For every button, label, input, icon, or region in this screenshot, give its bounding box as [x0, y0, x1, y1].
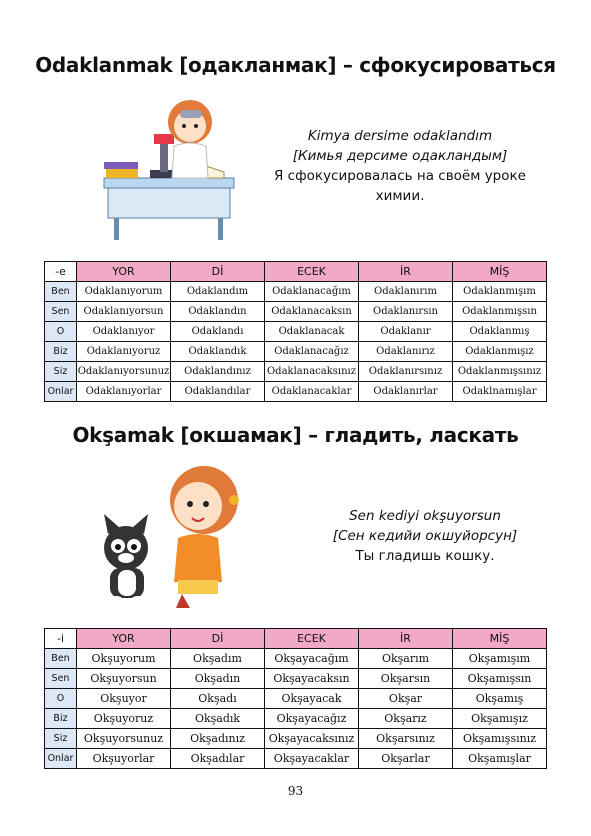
conjugation-cell: Okşadım [171, 649, 265, 669]
example-turkish: Sen kediyi okşuyorsun [349, 508, 501, 524]
conjugation-cell: Okşuyoruz [77, 709, 171, 729]
conjugation-cell: Odaklanıyorsun [77, 302, 171, 322]
conjugation-cell: Okşuyorlar [77, 749, 171, 769]
conjugation-cell: Odaklanıyorum [77, 282, 171, 302]
conjugation-cell: Okşarsın [359, 669, 453, 689]
conjugation-cell: Okşamışsın [453, 669, 547, 689]
conjugation-cell: Odaklandım [171, 282, 265, 302]
table-column-header: İR [359, 629, 453, 649]
section-title-oksamak: Okşamak [окшамак] – гладить, ласкать [72, 423, 519, 447]
example-translation-line2: химии. [375, 188, 425, 204]
table-header-row [45, 629, 547, 649]
conjugation-table-odaklanmak [44, 261, 547, 402]
conjugation-cell: Odaklanır [359, 322, 453, 342]
girl-microscope-illustration [100, 86, 240, 246]
conjugation-cell: Okşamışız [453, 709, 547, 729]
conjugation-cell: Okşarsınız [359, 729, 453, 749]
example-translation-line1: Я сфокусировалась на своём уроке [274, 168, 526, 184]
table-row [45, 362, 547, 382]
conjugation-cell: Okşamışlar [453, 749, 547, 769]
conjugation-cell: Odaklanmışım [453, 282, 547, 302]
conjugation-cell: Okşarlar [359, 749, 453, 769]
conjugation-cell: Okşadın [171, 669, 265, 689]
conjugation-cell: Okşadılar [171, 749, 265, 769]
pronoun-cell: Siz [45, 729, 77, 749]
pronoun-cell: Sen [45, 669, 77, 689]
conjugation-cell: Odaklanırsın [359, 302, 453, 322]
conjugation-cell: Odaklanacaksın [265, 302, 359, 322]
table-column-header: YOR [77, 262, 171, 282]
conjugation-table-oksamak [44, 628, 547, 769]
conjugation-cell: Okşar [359, 689, 453, 709]
table-column-header: Dİ [171, 262, 265, 282]
conjugation-cell: Odaklanırız [359, 342, 453, 362]
conjugation-cell: Okşayacağım [265, 649, 359, 669]
example-transliteration: [Кимья дерсиме одакландым] [292, 148, 508, 164]
conjugation-cell: Odaklandılar [171, 382, 265, 402]
conjugation-cell: Okşayacaklar [265, 749, 359, 769]
conjugation-cell: Odaklandı [171, 322, 265, 342]
conjugation-cell: Odaklanmışsınız [453, 362, 547, 382]
table-row [45, 669, 547, 689]
table-row [45, 342, 547, 362]
conjugation-cell: Okşuyorsun [77, 669, 171, 689]
page-number: 93 [287, 784, 304, 798]
table-row [45, 382, 547, 402]
conjugation-cell: Odaklanmışsın [453, 302, 547, 322]
table-header-row [45, 262, 547, 282]
conjugation-cell: Odaklanacağız [265, 342, 359, 362]
conjugation-cell: Odaklanıyoruz [77, 342, 171, 362]
table-column-header: ECEK [265, 262, 359, 282]
conjugation-cell: Odaklanıyor [77, 322, 171, 342]
conjugation-cell: Odaklanmışız [453, 342, 547, 362]
conjugation-cell: Odaklandık [171, 342, 265, 362]
table-corner-suffix: -e [45, 262, 77, 282]
pronoun-cell: Sen [45, 302, 77, 322]
conjugation-cell: Okşamışım [453, 649, 547, 669]
pronoun-cell: Ben [45, 282, 77, 302]
table-row [45, 729, 547, 749]
table-column-header: YOR [77, 629, 171, 649]
conjugation-cell: Okşarız [359, 709, 453, 729]
conjugation-cell: Odaklanırım [359, 282, 453, 302]
example-turkish: Kimya dersime odaklandım [307, 128, 493, 144]
table-row [45, 302, 547, 322]
conjugation-cell: Odaklanmış [453, 322, 547, 342]
pronoun-cell: O [45, 689, 77, 709]
conjugation-cell: Okşayacağız [265, 709, 359, 729]
table-row [45, 749, 547, 769]
conjugation-cell: Odaklanırlar [359, 382, 453, 402]
conjugation-cell: Odaklanıyorsunuz [77, 362, 171, 382]
conjugation-cell: Odaklanırsınız [359, 362, 453, 382]
conjugation-cell: Odaklandın [171, 302, 265, 322]
conjugation-cell: Okşayacaksın [265, 669, 359, 689]
pronoun-cell: O [45, 322, 77, 342]
conjugation-cell: Okşayacak [265, 689, 359, 709]
table-column-header: ECEK [265, 629, 359, 649]
pronoun-cell: Biz [45, 342, 77, 362]
pronoun-cell: Ben [45, 649, 77, 669]
conjugation-cell: Okşuyor [77, 689, 171, 709]
conjugation-cell: Okşadık [171, 709, 265, 729]
conjugation-cell: Okşadı [171, 689, 265, 709]
table-column-header: MİŞ [453, 262, 547, 282]
example-translation-line1: Ты гладишь кошку. [355, 548, 495, 564]
conjugation-cell: Okşayacaksınız [265, 729, 359, 749]
conjugation-cell: Odaklanacaklar [265, 382, 359, 402]
example-sentence-1 [260, 126, 540, 206]
conjugation-cell: Okşamışsınız [453, 729, 547, 749]
conjugation-cell: Odaklanacak [265, 322, 359, 342]
conjugation-cell: Odaklanıyorlar [77, 382, 171, 402]
conjugation-cell: Odaklanacağım [265, 282, 359, 302]
table-column-header: Dİ [171, 629, 265, 649]
pronoun-cell: Siz [45, 362, 77, 382]
pronoun-cell: Onlar [45, 382, 77, 402]
table-row [45, 709, 547, 729]
conjugation-cell: Okşamış [453, 689, 547, 709]
conjugation-cell: Okşadınız [171, 729, 265, 749]
pronoun-cell: Onlar [45, 749, 77, 769]
example-transliteration: [Сен кедийи окшуйорсун] [332, 528, 518, 544]
pronoun-cell: Biz [45, 709, 77, 729]
conjugation-cell: Odaklnamışlar [453, 382, 547, 402]
conjugation-cell: Odaklanacaksınız [265, 362, 359, 382]
conjugation-cell: Odaklandınız [171, 362, 265, 382]
girl-cat-illustration [86, 452, 266, 612]
table-column-header: İR [359, 262, 453, 282]
table-row [45, 282, 547, 302]
table-column-header: MİŞ [453, 629, 547, 649]
conjugation-cell: Okşarım [359, 649, 453, 669]
section-title-odaklanmak: Odaklanmak [одакланмак] – сфокусироваться [35, 53, 556, 77]
example-sentence-2 [285, 506, 565, 566]
conjugation-cell: Okşuyorum [77, 649, 171, 669]
table-row [45, 689, 547, 709]
table-row [45, 649, 547, 669]
table-row [45, 322, 547, 342]
conjugation-cell: Okşuyorsunuz [77, 729, 171, 749]
table-corner-suffix: -i [45, 629, 77, 649]
